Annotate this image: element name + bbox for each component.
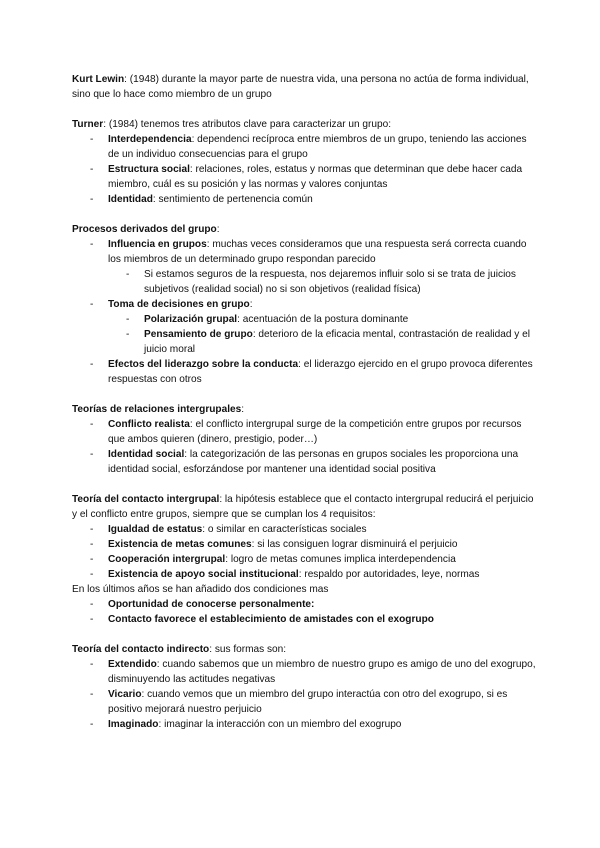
definition: : logro de metas comunes implica interdependencia <box>225 554 456 565</box>
bullet-dash: - <box>90 299 94 310</box>
definition: : la categorización de las personas en grupos sociales les proporciona una identidad social, esforzándose por mantener una identidad social positiva <box>108 449 519 475</box>
list-item <box>72 597 540 612</box>
definition: : cuando sabemos que un miembro de nuestro grupo es amigo de uno del exogrupo, disminuyendo las actitudes negativas <box>108 659 536 685</box>
term: Identidad <box>108 194 153 205</box>
bullet-dash: - <box>90 524 94 535</box>
bullet-dash: - <box>90 599 94 610</box>
list-item <box>72 612 540 627</box>
bullet-dash: - <box>90 134 94 145</box>
bullet-dash: - <box>90 419 94 430</box>
term: Interdependencia <box>108 134 192 145</box>
indirecto-paragraph <box>72 642 540 657</box>
procesos-heading <box>72 222 540 237</box>
bullet-dash: - <box>90 689 94 700</box>
definition: : <box>249 299 253 310</box>
sub-list-item <box>72 327 540 357</box>
list-item <box>72 717 540 732</box>
lewin-text: : (1948) durante la mayor parte de nuestra vida, una persona no actúa de forma individual, sino que lo hace como miembro de un grupo <box>72 74 529 100</box>
list-item <box>72 537 540 552</box>
bullet-dash: - <box>90 449 94 460</box>
definition: : cuando vemos que un miembro del grupo interactúa con otro del exogrupo, si es positivo mejorará nuestro perjuicio <box>108 689 508 715</box>
bullet-dash: - <box>90 239 94 250</box>
list-item <box>72 522 540 537</box>
term: Cooperación intergrupal <box>108 554 226 565</box>
term: Pensamiento de grupo <box>144 329 253 340</box>
term: Imaginado <box>108 719 159 730</box>
bullet-dash: - <box>90 719 94 730</box>
term: Existencia de apoyo social institucional <box>108 569 299 580</box>
bullet-dash: - <box>90 359 94 370</box>
section-heading: Teorías de relaciones intergrupales <box>72 404 242 415</box>
heading-suffix: : <box>216 224 220 235</box>
heading-suffix: : <box>241 404 245 415</box>
term: Efectos del liderazgo sobre la conducta <box>108 359 299 370</box>
term: Toma de decisiones en grupo <box>108 299 250 310</box>
definition: : o similar en características sociales <box>202 524 367 535</box>
definition: : si las consiguen lograr disminuirá el perjuicio <box>251 539 458 550</box>
definition: : deterioro de la eficacia mental, contrastación de realidad y el juicio moral <box>144 329 530 355</box>
term: Igualdad de estatus <box>108 524 203 535</box>
turner-paragraph <box>72 117 540 132</box>
definition: : sentimiento de pertenencia común <box>152 194 313 205</box>
bullet-dash: - <box>126 269 130 280</box>
definition: : imaginar la interacción con un miembro del exogrupo <box>158 719 402 730</box>
list-item <box>72 687 540 717</box>
intergrupales-heading <box>72 402 540 417</box>
sub-list-item <box>72 267 540 297</box>
list-item <box>72 447 540 477</box>
list-item <box>72 567 540 582</box>
list-item <box>72 417 540 447</box>
term: Contacto favorece el establecimiento de amistades con el exogrupo <box>108 614 434 625</box>
section-heading: Procesos derivados del grupo <box>72 224 217 235</box>
list-item <box>72 237 540 267</box>
definition: Si estamos seguros de la respuesta, nos dejaremos influir solo si se trata de juicios subjetivos (realidad social) no si son objetivos (realidad física) <box>144 269 516 295</box>
bullet-dash: - <box>90 614 94 625</box>
sub-list-item <box>72 312 540 327</box>
term: Identidad social <box>108 449 185 460</box>
section-heading: Teoría del contacto intergrupal <box>72 494 220 505</box>
bullet-dash: - <box>126 314 130 325</box>
turner-name: Turner <box>72 119 104 130</box>
definition: : muchas veces consideramos que una respuesta será correcta cuando los miembros de un determinado grupo respondan parecido <box>108 239 527 265</box>
term: Vicario <box>108 689 142 700</box>
list-item <box>72 657 540 687</box>
contacto-paragraph <box>72 492 540 522</box>
bullet-dash: - <box>126 329 130 340</box>
turner-text: : (1984) tenemos tres atributos clave para caracterizar un grupo: <box>103 119 392 130</box>
term: Oportunidad de conocerse personalmente: <box>108 599 315 610</box>
definition: : relaciones, roles, estatus y normas que determinan que debe hacer cada miembro, cuál es su posición y las normas y valores conjuntas <box>108 164 523 190</box>
list-item <box>72 552 540 567</box>
section-text: : sus formas son: <box>209 644 287 655</box>
lewin-name: Kurt Lewin <box>72 74 125 85</box>
lewin-paragraph <box>72 72 540 102</box>
term: Extendido <box>108 659 157 670</box>
list-item <box>72 192 540 207</box>
bullet-dash: - <box>90 554 94 565</box>
bullet-dash: - <box>90 164 94 175</box>
list-item <box>72 297 540 312</box>
list-item <box>72 357 540 387</box>
term: Existencia de metas comunes <box>108 539 252 550</box>
list-item <box>72 162 540 192</box>
contacto-extra-intro: En los últimos años se han añadido dos condiciones mas <box>72 584 329 595</box>
bullet-dash: - <box>90 194 94 205</box>
list-item <box>72 132 540 162</box>
section-text: : la hipótesis establece que el contacto intergrupal reducirá el perjuicio y el conflicto entre grupos, siempre que se cumplan los 4 requisitos: <box>72 494 534 520</box>
definition: : el liderazgo ejercido en el grupo provoca diferentes respuestas con otros <box>108 359 533 385</box>
term: Influencia en grupos <box>108 239 207 250</box>
definition: : el conflicto intergrupal surge de la competición entre grupos por recursos que ambos quieren (dinero, prestigio, poder…) <box>108 419 522 445</box>
term: Polarización grupal <box>144 314 238 325</box>
definition: : respaldo por autoridades, leye, normas <box>298 569 480 580</box>
definition: : acentuación de la postura dominante <box>237 314 409 325</box>
bullet-dash: - <box>90 659 94 670</box>
term: Conflicto realista <box>108 419 190 430</box>
section-heading: Teoría del contacto indirecto <box>72 644 210 655</box>
definition: : dependenci recíproca entre miembros de un grupo, teniendo las acciones de un individuo consecuencias para el grupo <box>108 134 527 160</box>
bullet-dash: - <box>90 569 94 580</box>
term: Estructura social <box>108 164 190 175</box>
bullet-dash: - <box>90 539 94 550</box>
